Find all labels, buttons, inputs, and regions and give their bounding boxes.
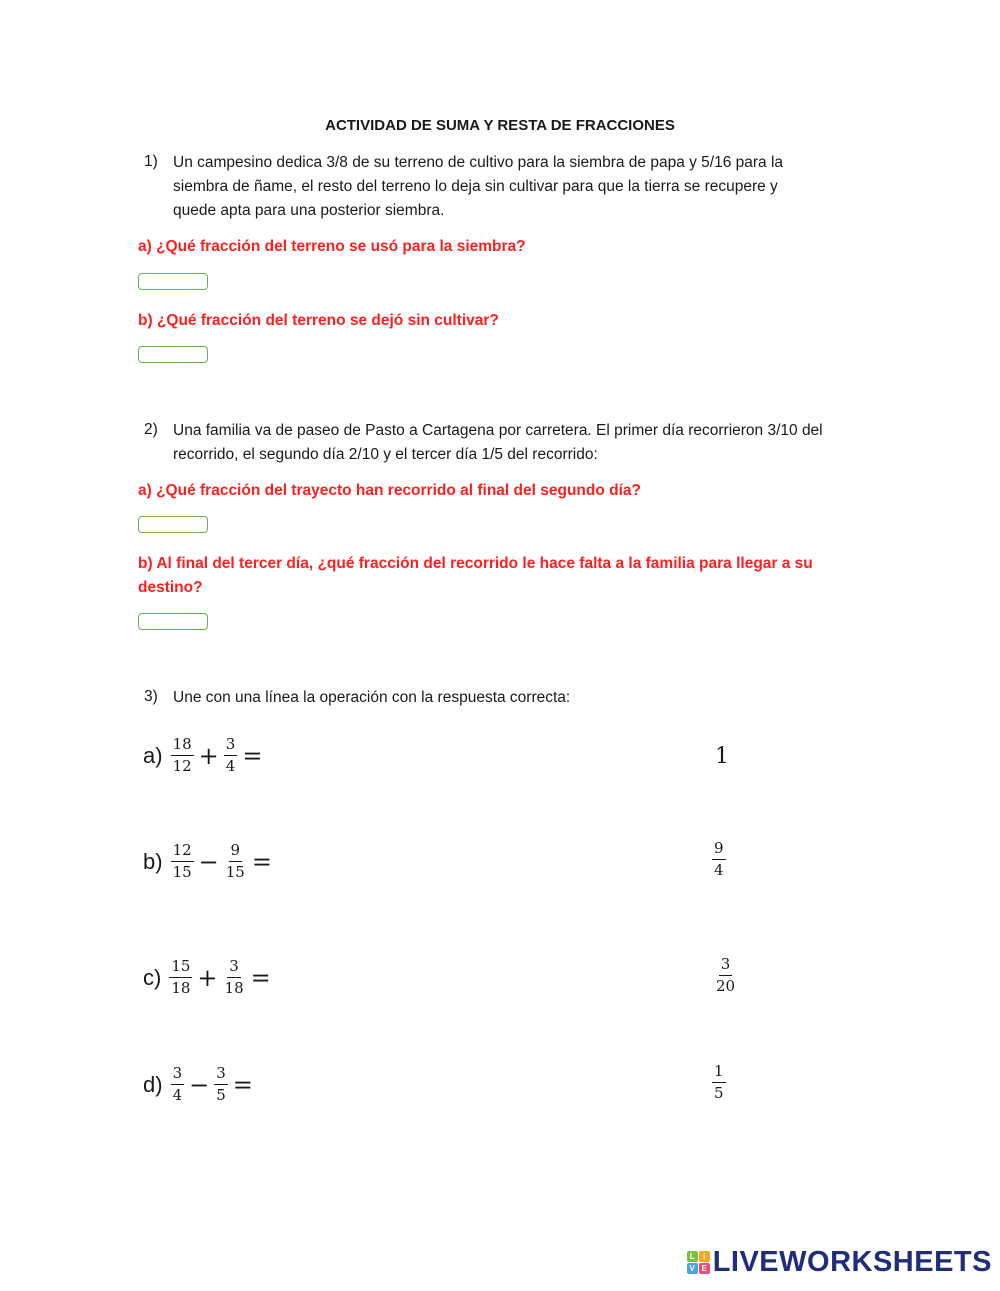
question-1b-prompt: b) ¿Qué fracción del terreno se dejó sin cultivar? [138, 312, 499, 329]
question-1-line: quede apta para una posterior siembra. [173, 202, 445, 219]
operation-a[interactable] [143, 736, 265, 775]
liveworksheets-logo [687, 1246, 992, 1279]
question-2-text [173, 419, 893, 467]
fraction: $\frac{1}{5}$ [714, 1062, 724, 1102]
answer-1a-input[interactable] [138, 273, 208, 290]
logo-mark-tile: E [699, 1263, 710, 1274]
question-2b-prompt [138, 552, 858, 600]
operation-label: c) [143, 964, 162, 990]
operation-label: b) [143, 848, 163, 874]
answer-option-1[interactable]: 1 [715, 744, 729, 769]
logo-mark-icon [687, 1251, 710, 1274]
fraction: $\frac{18}{12}$ [172, 735, 192, 775]
question-3-text: Une con una línea la operación con la respuesta correcta: [173, 689, 571, 706]
fraction: $\frac{3}{18}$ [224, 957, 244, 997]
equals-sign: = [232, 1070, 253, 1099]
answer-option-2[interactable] [710, 840, 728, 879]
answer-2b-input[interactable] [138, 613, 208, 630]
question-3-number: 3) [144, 688, 158, 705]
operation-d[interactable] [143, 1065, 256, 1104]
fraction: $\frac{9}{4}$ [714, 839, 724, 879]
logo-mark-tile: i [699, 1251, 710, 1262]
logo-mark-tile: V [687, 1263, 698, 1274]
answer-1b-input[interactable] [138, 346, 208, 363]
operation-label: a) [143, 742, 163, 768]
operator: + [197, 963, 218, 992]
question-2-line: recorrido, el segundo día 2/10 y el tercer día 1/5 del recorrido: [173, 446, 598, 463]
fraction: $\frac{3}{20}$ [716, 955, 736, 995]
question-1-line: siembra de ñame, el resto del terreno lo deja sin cultivar para que la tierra se recupere y [173, 178, 778, 195]
fraction: $\frac{9}{15}$ [225, 841, 245, 881]
operation-b[interactable] [143, 842, 275, 881]
fraction: $\frac{15}{18}$ [171, 957, 191, 997]
operator: − [189, 1070, 210, 1099]
fraction: $\frac{12}{15}$ [172, 841, 192, 881]
operator: + [198, 741, 219, 770]
operator: − [198, 847, 219, 876]
question-2-line: Una familia va de paseo de Pasto a Cartagena por carretera. El primer día recorrieron 3/10 del [173, 422, 823, 439]
operation-c[interactable] [143, 958, 274, 997]
question-1-number: 1) [144, 153, 158, 170]
fraction: $\frac{3}{4}$ [225, 735, 236, 775]
operation-label: d) [143, 1071, 163, 1097]
question-1-line: Un campesino dedica 3/8 de su terreno de cultivo para la siembra de papa y 5/16 para la [173, 154, 784, 171]
fraction: $\frac{3}{5}$ [216, 1064, 226, 1104]
question-2-number: 2) [144, 421, 158, 438]
logo-mark-tile: L [687, 1251, 698, 1262]
equals-sign: = [242, 741, 263, 770]
question-2a-prompt: a) ¿Qué fracción del trayecto han recorrido al final del segundo día? [138, 482, 641, 499]
question-2b-line: destino? [138, 579, 203, 596]
question-1-text [173, 151, 873, 223]
answer-option-3[interactable] [712, 956, 739, 995]
equals-sign: = [250, 963, 271, 992]
answer-option-4[interactable] [710, 1063, 728, 1102]
equals-sign: = [251, 847, 272, 876]
fraction: $\frac{3}{4}$ [172, 1064, 183, 1104]
question-2b-line: b) Al final del tercer día, ¿qué fracción del recorrido le hace falta a la familia para llegar a su [138, 555, 813, 572]
logo-text: LIVEWORKSHEETS [712, 1246, 992, 1278]
answer-2a-input[interactable] [138, 516, 208, 533]
question-1a-prompt: a) ¿Qué fracción del terreno se usó para la siembra? [138, 238, 526, 255]
worksheet-title: ACTIVIDAD DE SUMA Y RESTA DE FRACCIONES [325, 117, 675, 134]
